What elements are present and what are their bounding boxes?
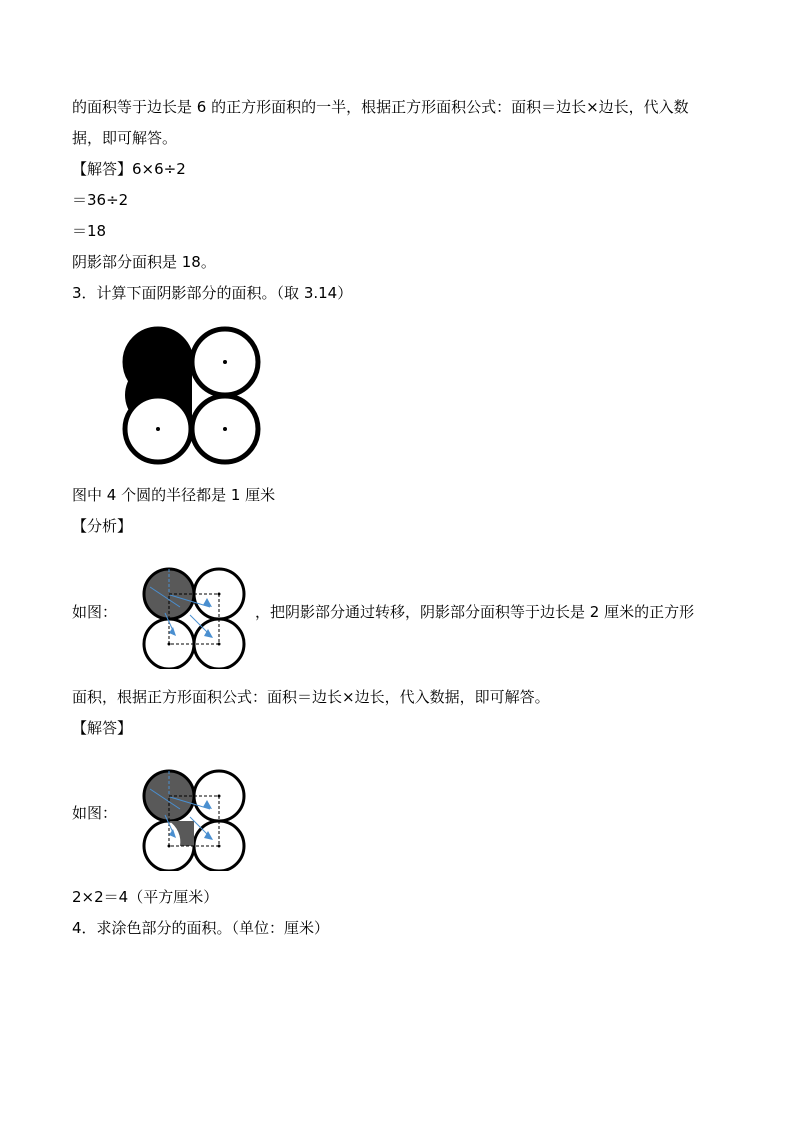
answer-line: 2×2＝4（平方厘米）: [72, 888, 219, 906]
analysis-diagram: [140, 565, 248, 669]
center-dot: [223, 427, 227, 431]
solution-label: 【解答】: [72, 719, 133, 737]
text-line: ＝18: [72, 222, 107, 240]
solution-diagram: [140, 767, 248, 871]
center-dot: [223, 360, 227, 364]
text-line: 的面积等于边长是 6 的正方形面积的一半，根据正方形面积公式：面积＝边长×边长，代入数: [72, 98, 689, 116]
text-line: ，把阴影部分通过转移，阴影部分面积等于边长是 2 厘米的正方形: [255, 603, 695, 621]
question-4-title: 4．求涂色部分的面积。（单位：厘米）: [72, 919, 330, 937]
text-line: 如图：: [72, 804, 118, 822]
center-dot: [156, 427, 160, 431]
text-line: 图中 4 个圆的半径都是 1 厘米: [72, 486, 276, 504]
text-line: 面积，根据正方形面积公式：面积＝边长×边长，代入数据，即可解答。: [72, 688, 550, 706]
four-circles-figure: [118, 322, 264, 468]
text-line: 据，即可解答。: [72, 129, 178, 147]
text-line: ＝36÷2: [72, 191, 129, 209]
circle-top-left: [125, 329, 191, 395]
text-line: 如图：: [72, 603, 118, 621]
analysis-label: 【分析】: [72, 517, 133, 535]
text-line: 【解答】6×6÷2: [72, 160, 186, 178]
question-3-title: 3．计算下面阴影部分的面积。（取 3.14）: [72, 284, 353, 302]
text-line: 阴影部分面积是 18。: [72, 253, 216, 271]
